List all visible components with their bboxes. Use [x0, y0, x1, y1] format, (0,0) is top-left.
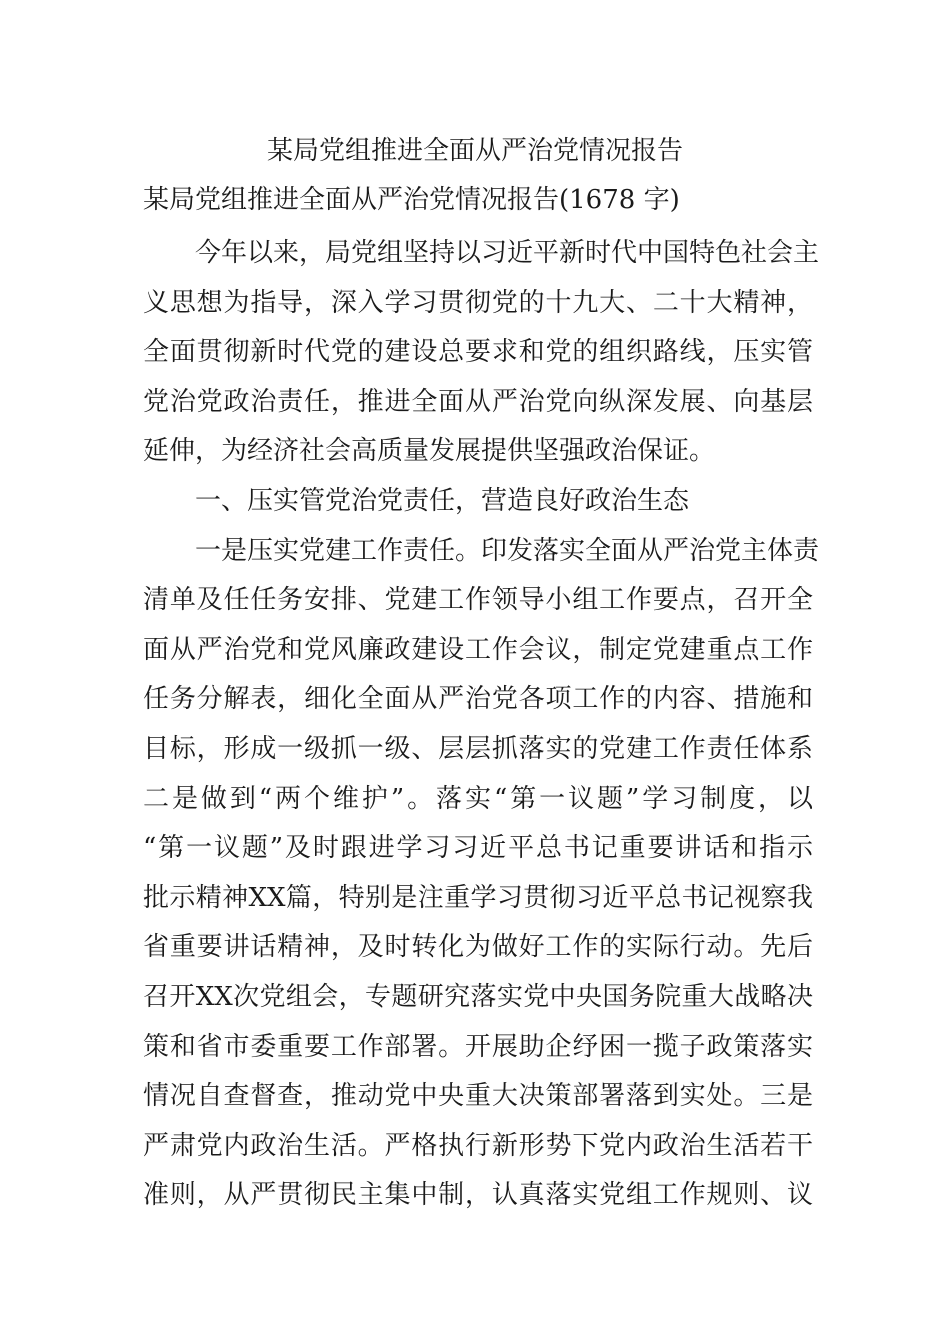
body-line: 批示精神XX篇，特别是注重学习贯彻习近平总书记视察我 — [143, 882, 813, 913]
body-line: 一是压实党建工作责任。印发落实全面从严治党主体责 — [195, 535, 820, 566]
body-line: 党治党政治责任，推进全面从严治党向纵深发展、向基层 — [143, 386, 813, 417]
body-line: 全面贯彻新时代党的建设总要求和党的组织路线，压实管 — [143, 337, 813, 368]
section-heading: 一、压实管党治党责任，营造良好政治生态 — [195, 485, 690, 516]
page-subtitle: 某局党组推进全面从严治党情况报告(1678 字) — [143, 185, 680, 215]
body-line: 目标，形成一级抓一级、层层抓落实的党建工作责任体系 — [143, 733, 813, 764]
body-line: 召开XX次党组会，专题研究落实党中央国务院重大战略决 — [143, 981, 813, 1012]
body-line: 义思想为指导，深入学习贯彻党的十九大、二十大精神， — [143, 287, 813, 318]
body-line: 情况自查督查，推动党中央重大决策部署落到实处。三是 — [143, 1081, 813, 1112]
body-line: 面从严治党和党风廉政建设工作会议，制定党建重点工作 — [143, 634, 813, 665]
body-line: 今年以来，局党组坚持以习近平新时代中国特色社会主 — [195, 238, 820, 268]
document-body — [143, 229, 820, 1221]
body-line: 严肃党内政治生活。严格执行新形势下党内政治生活若干 — [143, 1130, 813, 1161]
page-title: 某局党组推进全面从严治党情况报告 — [266, 136, 683, 166]
body-line: 策和省市委重要工作部署。开展助企纾困一揽子政策落实 — [143, 1031, 813, 1062]
body-line: 任务分解表，细化全面从严治党各项工作的内容、措施和 — [143, 684, 813, 715]
body-line: 省重要讲话精神，及时转化为做好工作的实际行动。先后 — [143, 932, 813, 963]
body-line: 准则，从严贯彻民主集中制，认真落实党组工作规则、议 — [143, 1180, 813, 1211]
body-line: 清单及任任务安排、党建工作领导小组工作要点，召开全 — [143, 585, 813, 616]
body-line: 延伸，为经济社会高质量发展提供坚强政治保证。 — [143, 436, 716, 467]
body-line: 二是做到“两个维护”。落实“第一议题”学习制度，以 — [143, 783, 813, 814]
body-line: “第一议题”及时跟进学习习近平总书记重要讲话和指示 — [143, 833, 813, 864]
